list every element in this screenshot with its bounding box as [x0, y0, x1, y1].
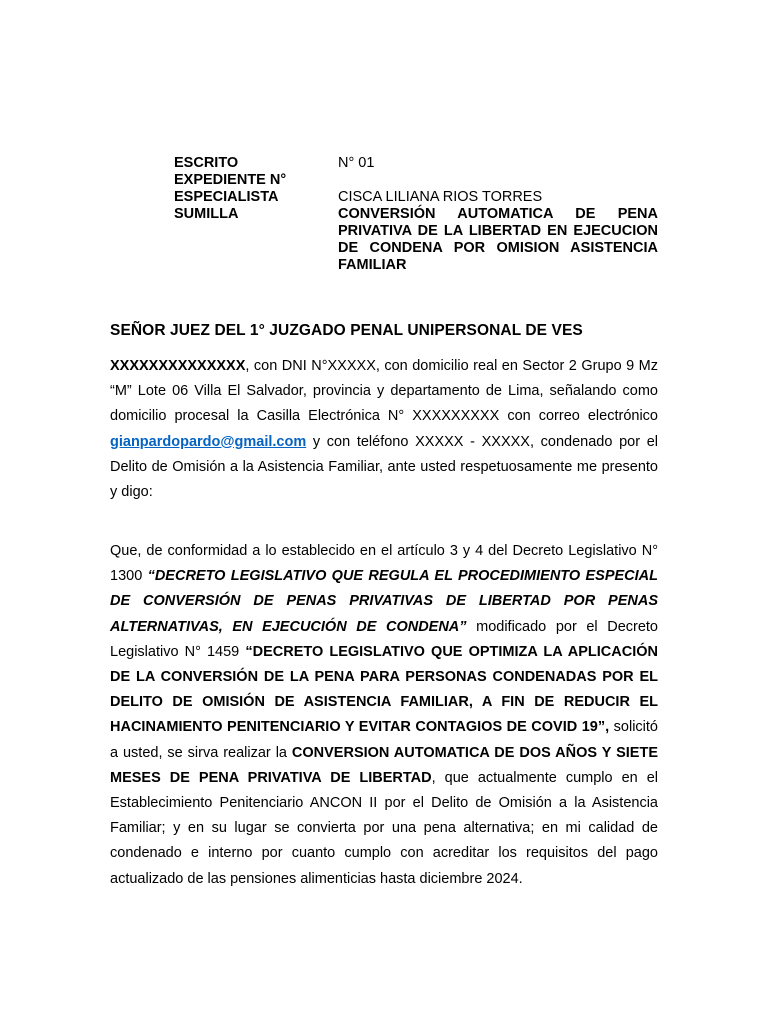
- especialista-label: ESPECIALISTA: [174, 189, 279, 205]
- request-text-d: , que actualmente cumplo en el Establecimiento Penitenciario ANCON II por el Delito de Omisión a la Asistencia Familiar; y en su lugar se convierta por una pena alternativa; en mi calidad de condenado e interno por cuanto cumplo con acreditar los requisitos del pago actualizado de las pensiones alimenticias hasta diciembre 2024.: [110, 769, 658, 887]
- decree-1459-title: “DECRETO LEGISLATIVO QUE OPTIMIZA LA APLICACIÓN DE LA CONVERSIÓN DE LA PENA PARA PERSONAS CONDENADAS POR EL DELITO DE OMISIÓN DE ASISTENCIA FAMILIAR, A FIN DE REDUCIR EL HACINAMIENTO PENITENCIARIO Y EVITAR CONTAGIOS DE COVID 19”,: [110, 643, 658, 736]
- intro-text-a: , con DNI N°XXXXX, con domicilio real en Sector 2 Grupo 9 Mz “M” Lote 06 Villa El Salvador, provincia y departamento de Lima, señalando como domicilio procesal la Casilla Electrónica N° XXXXXXXXX con correo electrónico: [110, 358, 658, 425]
- sumilla-value: CONVERSIÓN AUTOMATICA DE PENA PRIVATIVA DE LA LIBERTAD EN EJECUCION DE CONDENA POR OMISION ASISTENCIA FAMILIAR: [338, 206, 658, 273]
- especialista-value: CISCA LILIANA RIOS TORRES: [338, 189, 543, 205]
- request-text-c: solicitó a usted, se sirva realizar la: [110, 719, 658, 761]
- escrito-value: N° 01: [338, 155, 375, 171]
- expediente-label: EXPEDIENTE N°: [174, 172, 287, 188]
- conversion-request: CONVERSION AUTOMATICA DE DOS AÑOS Y SIETE MESES DE PENA PRIVATIVA DE LIBERTAD: [110, 744, 658, 786]
- request-text-a: Que, de conformidad a lo establecido en el artículo 3 y 4 del Decreto Legislativo N° 1300: [110, 543, 658, 585]
- addressee-heading: SEÑOR JUEZ DEL 1° JUZGADO PENAL UNIPERSONAL DE VES: [110, 322, 583, 339]
- sumilla-label: SUMILLA: [174, 206, 239, 222]
- header-row-especialista: [174, 189, 658, 206]
- decree-1300-title: “DECRETO LEGISLATIVO QUE REGULA EL PROCEDIMIENTO ESPECIAL DE CONVERSIÓN DE PENAS PRIVATIVAS DE LIBERTAD POR PENAS ALTERNATIVAS, EN EJECUCIÓN DE CONDENA”: [110, 568, 658, 635]
- header-row-sumilla: [174, 206, 658, 274]
- header-row-expediente: [174, 172, 658, 189]
- header-row-escrito: [174, 155, 658, 172]
- applicant-name: XXXXXXXXXXXXXX: [110, 358, 246, 374]
- request-paragraph: [110, 539, 658, 892]
- introduction-paragraph: [110, 354, 658, 505]
- case-header: [174, 155, 658, 274]
- intro-text-b: y con teléfono XXXXX - XXXXX, condenado por el Delito de Omisión a la Asistencia Familiar, ante usted respetuosamente me presento y digo:: [110, 433, 658, 501]
- escrito-label: ESCRITO: [174, 155, 239, 171]
- request-text-b: modificado por el Decreto Legislativo N° 1459: [110, 618, 658, 660]
- email-link[interactable]: gianpardopardo@gmail.com: [110, 433, 307, 450]
- expediente-value: [338, 172, 658, 189]
